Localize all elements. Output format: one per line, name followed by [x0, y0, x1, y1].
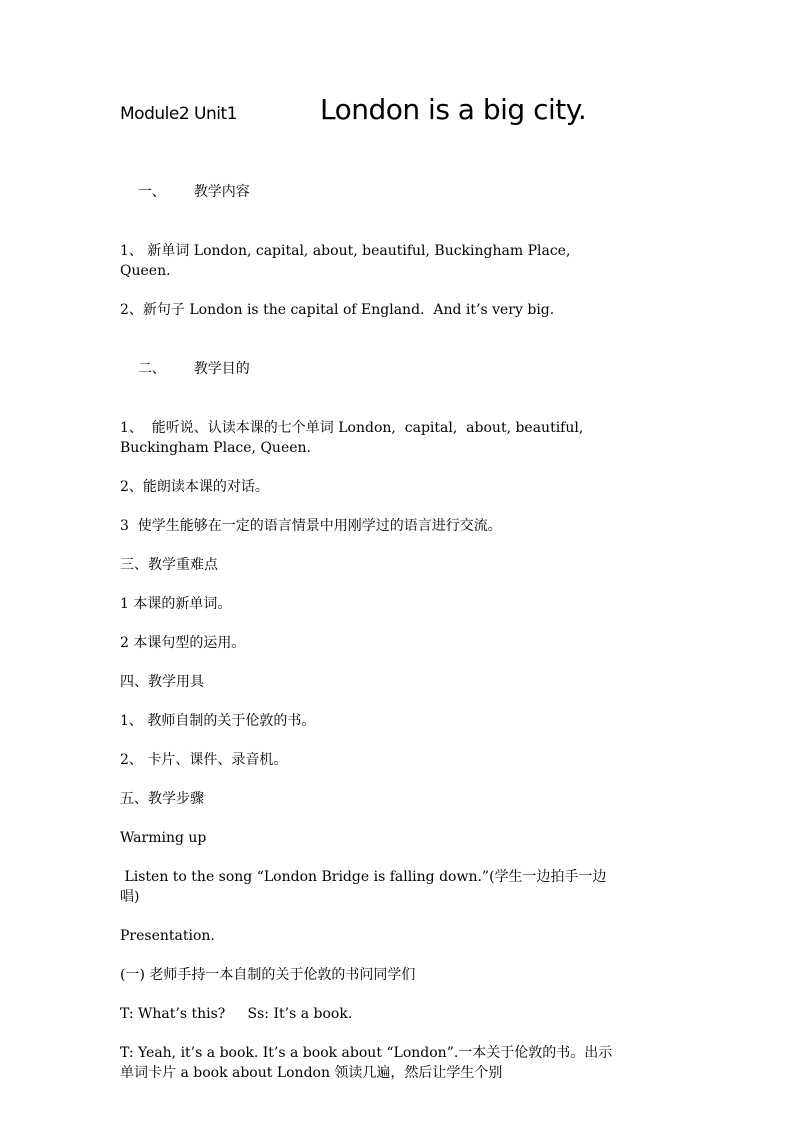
section-heading: 三、教学重难点 [120, 557, 218, 573]
paragraph: Warming up [120, 830, 207, 846]
section-title: 教学内容 [193, 184, 250, 200]
section-number: 一、 [137, 184, 166, 200]
section-heading: 五、教学步骤 [120, 791, 204, 807]
section-heading [120, 162, 620, 222]
section-title: 教学目的 [193, 361, 250, 377]
section-heading [120, 339, 620, 399]
paragraph: Listen to the song “London Bridge is falling down.”(学生一边拍手一边唱) [120, 869, 607, 905]
paragraph: T: What’s this? Ss: It’s a book. [120, 1006, 353, 1022]
lesson-title: London is a big city. [320, 93, 587, 126]
paragraph: 1 本课的新单词。 [120, 596, 232, 612]
paragraph: 2、能朗读本课的对话。 [120, 479, 269, 495]
document-page [120, 93, 620, 1102]
paragraph: 1、 教师自制的关于伦敦的书。 [120, 713, 316, 729]
paragraph: 2 本课句型的运用。 [120, 635, 246, 651]
module-label: Module2 Unit1 [120, 104, 237, 124]
paragraph: 2、 卡片、课件、录音机。 [120, 752, 288, 768]
paragraph: 2、新句子 London is the capital of England. And it’s very big. [120, 302, 555, 318]
section-number: 二、 [137, 361, 166, 377]
paragraph: 3 使学生能够在一定的语言情景中用刚学过的语言进行交流。 [120, 518, 502, 534]
paragraph: 1、 新单词 London, capital, about, beautiful, Buckingham Place, Queen. [120, 243, 575, 279]
section-heading: 四、教学用具 [120, 674, 204, 690]
paragraph: Presentation. [120, 928, 215, 944]
paragraph: T: Yeah, it’s a book. It’s a book about “London”.一本关于伦敦的书。出示单词卡片 a book about London 领读几遍，然后让学生个别 [120, 1045, 613, 1081]
title-row [120, 93, 620, 140]
paragraph: (一) 老师手持一本自制的关于伦敦的书问同学们 [120, 967, 416, 983]
paragraph: 1、 能听说、认读本课的七个单词 London, capital, about, beautiful, Buckingham Place, Queen. [120, 420, 588, 456]
